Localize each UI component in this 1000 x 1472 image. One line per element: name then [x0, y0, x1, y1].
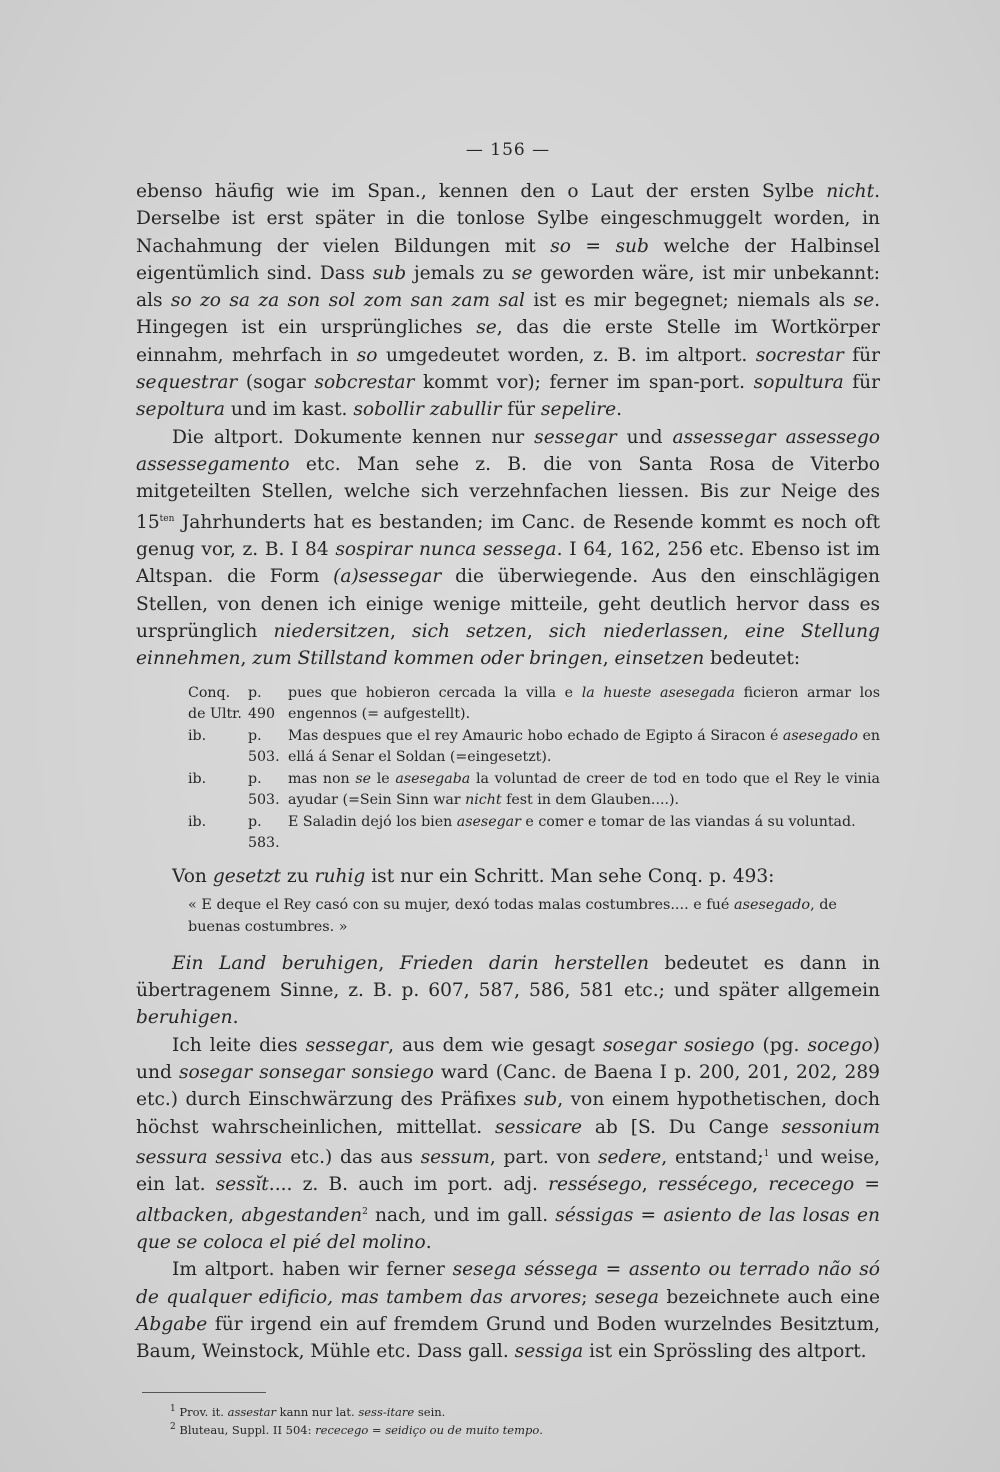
footnote-mark: 1 — [170, 1403, 176, 1414]
paragraph-1-text: ebenso häufig wie im Span., kennen den o Laut der ersten Sylbe nicht. Derselbe ist erst später in die tonlose Sylbe eingeschmuggelt worden, in Nachahmung der vielen Bildungen mit so = sub welche der Halbinsel eigentümlich sind. Dass sub jemals zu se geworden wäre, ist mir unbekannt: als so zo sa za son sol zom san zam sal ist es mir begegnet; niemals als se. Hingegen ist ein ursprüngliches se, das die erste Stelle im Wortkörper einnahm, mehrfach in so umgedeutet worden, z. B. im altport. socrestar für sequestrar (sogar sobcrestar kommt vor); ferner im span-port. sopultura für sepoltura und im kast. sobollir zabullir für sepelire. — [136, 181, 881, 421]
paragraph-5-text: Ich leite dies sessegar, aus dem wie gesagt sosegar sosiego (pg. socego) und sosegar sonsegar sonsiego ward (Canc. de Baena I p. 200, 201, 202, 289 etc.) durch Einschwärzung des Präfixes sub, von einem hypothetischen, doch höchst wahrscheinlichen, mittellat. sessicare ab [S. Du Cange sessonium sessura sessiva etc.) das aus sessum, part. von sedere, entstand;$^1$ und weise, ein lat. sessĭt.... z. B. auch im port. adj. ressésego, ressécego, rececego = altbacken, abgestanden$^2$ nach, und im gall. séssigas = asiento de las losas en que se coloca el pié del molino. — [136, 1034, 881, 1254]
footnote-text: Prov. it. assestar kann nur lat. sess-itare sein. — [179, 1404, 446, 1419]
citation-source: Conq. de Ultr. — [188, 684, 242, 723]
citation-source: ib. — [188, 727, 207, 744]
citation-source: ib. — [188, 813, 207, 830]
citation-text: Mas despues que el rey Amauric hobo echado de Egipto á Siracon é asesegado en ellá á Senar el Soldan (=eingesetzt). — [288, 727, 880, 766]
citation-item — [136, 726, 880, 769]
citation-page: p. 583. — [248, 813, 280, 852]
paragraph-4 — [136, 950, 880, 1032]
page-content — [136, 140, 880, 1438]
citation-item — [136, 812, 880, 855]
citation-text: pues que hobieron cercada la villa e la hueste asesegada ficieron armar los engennos (= aufgestellt). — [288, 684, 880, 723]
footnote-2 — [136, 1419, 880, 1438]
paragraph-6 — [136, 1256, 880, 1365]
block-quote: « E deque el Rey casó con su mujer, dexó todas malas costumbres.... e fué asesegado, de buenas costumbres. » — [188, 896, 837, 935]
citation-item — [136, 683, 880, 726]
paragraph-3 — [136, 863, 880, 890]
citation-text: mas non se le asesegaba la voluntad de creer de tod en todo que el Rey le vinia ayudar (=Sein Sinn war nicht fest in dem Glauben....). — [288, 770, 880, 809]
footnote-divider — [142, 1392, 266, 1393]
citation-page: p. 503. — [248, 727, 280, 766]
citation-page: p. 490 — [248, 684, 276, 723]
paragraph-1 — [136, 178, 880, 424]
paragraph-3-text: Von gesetzt zu ruhig ist nur ein Schritt. Man sehe Conq. p. 493: — [172, 865, 775, 887]
paragraph-2-text: Die altport. Dokumente kennen nur sessegar und assessegar assessego assessegamento etc. Man sehe z. B. die von Santa Rosa de Viterbo mitgeteilten Stellen, welche sich verzehnfachen liessen. Bis zur Neige des $15^{ten}$ Jahrhunderts hat es bestanden; im Canc. de Resende kommt es noch oft genug vor, z. B. I 84 sospirar nunca sessega. I 64, 162, 256 etc. Ebenso ist im Altspan. die Form (a)sessegar die überwiegende. Aus den einschlägigen Stellen, von denen ich einige wenige mitteile, geht deutlich hervor dass es ursprünglich niedersitzen, sich setzen, sich niederlassen, eine Stellung einnehmen, zum Stillstand kommen oder bringen, einsetzen bedeutet: — [136, 426, 880, 670]
paragraph-6-text: Im altport. haben wir ferner sesega séssega = assento ou terrado não só de qualquer edificio, mas tambem das arvores; sesega bezeichnete auch eine Abgabe für irgend ein auf fremdem Grund und Boden wurzelndes Besitztum, Baum, Weinstock, Mühle etc. Dass gall. sessiga ist ein Sprössling des altport. — [136, 1259, 881, 1363]
footnote-mark: 2 — [170, 1422, 176, 1433]
citation-item — [136, 769, 880, 812]
footnote-1 — [136, 1401, 880, 1420]
citation-text: E Saladin dejó los bien asesegar e comer e tomar de las viandas á su voluntad. — [288, 813, 856, 830]
citation-list — [136, 683, 880, 855]
page-number: — 156 — — [465, 140, 551, 160]
paragraph-4-text: Ein Land beruhigen, Frieden darin herstellen bedeutet es dann in übertragenem Sinne, z. B. p. 607, 587, 586, 581 etc.; und später allgemein beruhigen. — [136, 952, 881, 1029]
citation-page: p. 503. — [248, 770, 280, 809]
footnote-text: Bluteau, Suppl. II 504: rececego = seidiço ou de muito tempo. — [179, 1423, 543, 1438]
paragraph-5 — [136, 1032, 880, 1257]
citation-source: ib. — [188, 770, 207, 787]
paragraph-2 — [136, 424, 880, 673]
